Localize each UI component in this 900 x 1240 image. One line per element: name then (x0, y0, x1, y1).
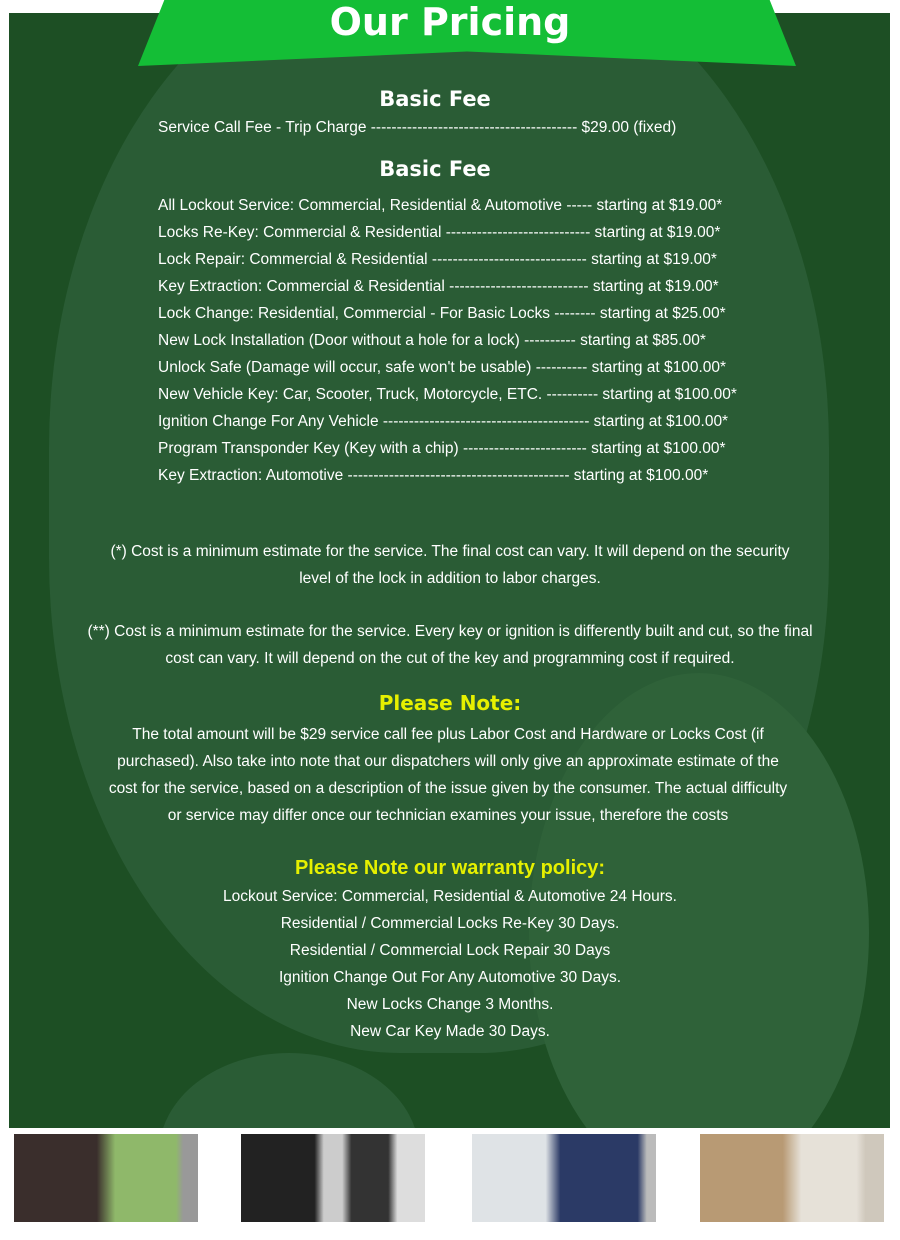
deadbolt-photo (700, 1134, 884, 1222)
warranty-item: New Car Key Made 30 Days. (350, 1023, 550, 1040)
service-price-item: All Lockout Service: Commercial, Residential & Automotive ----- starting at $19.00* (158, 197, 723, 214)
warranty-item: Ignition Change Out For Any Automotive 30 Days. (278, 969, 622, 986)
service-price-item: New Vehicle Key: Car, Scooter, Truck, Motorcycle, ETC. ---------- starting at $100.00* (158, 386, 737, 403)
service-price-item: Key Extraction: Commercial & Residential --------------------------- starting at $19.00* (158, 278, 719, 295)
service-price-item: New Lock Installation (Door without a hole for a lock) ---------- starting at $85.00* (158, 332, 706, 349)
service-price-item: Unlock Safe (Damage will occur, safe won't be usable) ---------- starting at $100.00* (158, 359, 727, 376)
note-single-asterisk: (*) Cost is a minimum estimate for the service. The final cost can vary. It will depend on the security level of the lock in addition to labor charges. (110, 543, 790, 587)
mechanic-with-key-photo (472, 1134, 656, 1222)
service-price-item: Locks Re-Key: Commercial & Residential ---------------------------- starting at $19.00* (158, 224, 721, 241)
photo-2 (236, 1129, 430, 1227)
photo-4 (695, 1129, 889, 1227)
service-price-item: Ignition Change For Any Vehicle ---------------------------------------- starting at $100.00* (158, 413, 729, 430)
please-note-heading: Please Note: (378, 691, 522, 715)
warranty-item: Lockout Service: Commercial, Residential & Automotive 24 Hours. (222, 888, 677, 905)
warranty-item: New Locks Change 3 Months. (346, 996, 554, 1013)
note-double-asterisk: (**) Cost is a minimum estimate for the service. Every key or ignition is differently built and cut, so the final cost can vary. It will depend on the cut of the key and programming cost if required. (87, 623, 813, 667)
door-handle-photo (14, 1134, 198, 1222)
service-call-fee: Service Call Fee - Trip Charge ---------------------------------------- $29.00 (fixed) (158, 119, 677, 136)
keypad-door-photo (241, 1134, 425, 1222)
page-title: Our Pricing (329, 0, 571, 44)
basic-fee-heading: Basic Fee (379, 87, 491, 111)
services-list (158, 192, 737, 489)
photo-3 (467, 1129, 661, 1227)
photo-1 (9, 1129, 203, 1227)
service-price-item: Lock Change: Residential, Commercial - For Basic Locks -------- starting at $25.00* (158, 305, 726, 322)
warranty-item: Residential / Commercial Locks Re-Key 30 Days. (280, 915, 620, 932)
warranty-list (80, 883, 820, 1045)
services-heading: Basic Fee (379, 157, 491, 181)
service-price-item: Lock Repair: Commercial & Residential ------------------------------ starting at $19.00* (158, 251, 717, 268)
service-price-item: Key Extraction: Automotive ------------------------------------------- starting at $100.00* (158, 467, 709, 484)
please-note-text: The total amount will be $29 service call fee plus Labor Cost and Hardware or Locks Cost (if purchased). Also take into note that our dispatchers will only give an approximate estimate of the cost for the service, based on a description of the issue given by the consumer. The actual difficulty or service may differ once our technician examines your issue, therefore the costs (108, 726, 788, 824)
service-price-item: Program Transponder Key (Key with a chip) ------------------------ starting at $100.00* (158, 440, 726, 457)
warranty-heading: Please Note our warranty policy: (294, 857, 606, 879)
warranty-item: Residential / Commercial Lock Repair 30 Days (289, 942, 611, 959)
